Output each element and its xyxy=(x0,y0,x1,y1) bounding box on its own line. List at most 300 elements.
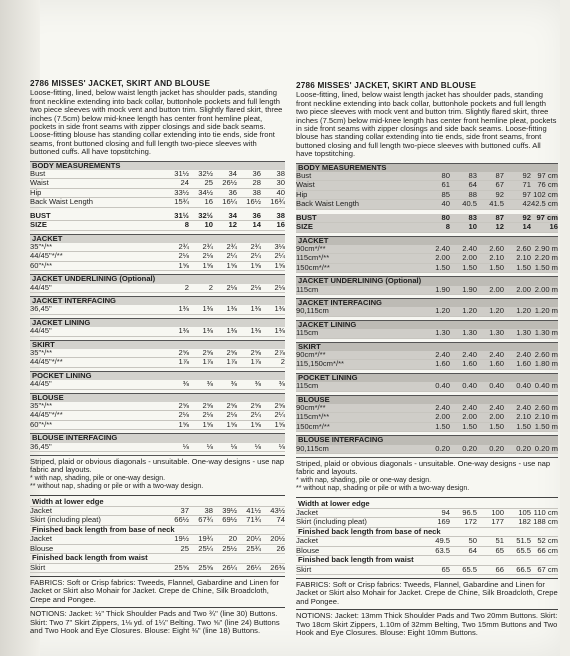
row-value: 85 xyxy=(441,189,450,199)
row-value: 51.5 xyxy=(516,536,531,546)
row-leader xyxy=(382,537,423,545)
row-value: 2 xyxy=(280,357,285,367)
table-row xyxy=(30,212,285,221)
table-row xyxy=(30,349,285,358)
yardage-section-header: JACKET LINING xyxy=(30,318,285,327)
row-value: 66.5 xyxy=(516,564,531,574)
row-value: 1⅝ xyxy=(250,419,261,429)
row-value: 25½ xyxy=(222,543,237,553)
row-value: 38 xyxy=(252,187,261,197)
row-label: Back Waist Length xyxy=(296,200,360,209)
row-value: 16¼ xyxy=(222,197,237,207)
row-label: 60"*/** xyxy=(30,420,53,429)
row-value: 2.40 xyxy=(435,349,450,359)
row-label: Jacket xyxy=(296,537,318,546)
row-value: 2⅝ xyxy=(226,347,237,357)
row-value: 92 xyxy=(495,189,504,199)
row-value: 2.10 xyxy=(516,253,531,263)
row-label: 44/45"*/** xyxy=(30,411,63,420)
row-value: 2¾ xyxy=(250,241,261,251)
row-value: 34 xyxy=(228,210,237,220)
pattern-title: 2786 MISSES' JACKET, SKIRT AND BLOUSE xyxy=(30,79,211,88)
row-value: 1.20 xyxy=(516,306,531,316)
row-leader xyxy=(382,547,423,555)
row-value: 16¾ xyxy=(270,197,285,207)
row-value: ⅜ xyxy=(278,379,285,389)
row-value: 1⅝ xyxy=(250,260,261,270)
row-value: 188 cm xyxy=(533,517,558,527)
row-label: Hip xyxy=(296,190,308,199)
row-leader xyxy=(382,351,423,359)
table-row xyxy=(30,380,285,389)
row-value: 1.60 xyxy=(435,359,450,369)
row-value: 2¼ xyxy=(250,410,261,420)
table-row xyxy=(296,382,558,391)
yardage-section xyxy=(30,234,285,272)
row-value: 92 xyxy=(522,171,531,181)
neck-length-header: Finished back length from base of neck xyxy=(296,528,558,537)
row-value: 1⅝ xyxy=(202,419,213,429)
row-value: 2.40 xyxy=(435,243,450,253)
row-value: 14 xyxy=(252,220,261,230)
row-value: 2⅛ xyxy=(226,282,237,292)
row-value: 2.40 xyxy=(516,403,531,412)
row-value: 15¾ xyxy=(174,197,189,207)
table-row xyxy=(30,179,285,188)
row-label: Skirt (including pleat) xyxy=(30,516,101,525)
row-value: 0.40 xyxy=(489,381,504,391)
row-value: 20½ xyxy=(270,534,285,544)
row-value: 1.50 xyxy=(462,262,477,272)
row-value: 2⅛ xyxy=(202,410,213,420)
row-value: 2.10 xyxy=(516,412,531,422)
row-value: 2⅝ xyxy=(202,401,213,410)
yardage-section xyxy=(296,320,558,339)
row-value: 26½ xyxy=(222,178,237,188)
table-row xyxy=(30,402,285,411)
pattern-title: 2786 MISSES' JACKET, SKIRT AND BLOUSE xyxy=(296,81,477,90)
row-value: 1⅜ xyxy=(178,304,189,314)
row-value: 1⅝ xyxy=(202,260,213,270)
row-value: 0.20 xyxy=(462,443,477,453)
table-row xyxy=(30,564,285,573)
row-value: 69½ xyxy=(222,515,237,525)
pattern-description: Loose-fitting, lined, below waist length jacket has shoulder pads, standing front neckline extending into back collar, buttonhole pockets and full length two piece sleeves with mock vent and button trim. Slightly flared skirt, three inches (7.5cm) below mid-knee length has center front hemline pleat, pockets in side front seams with zipper closings and side back seams. Loose-fitting blouse has standing collar extending into tie ends, side front seams, front buttoned closing and full length two-piece sleeves with buttoned cuffs. All have topstitching. xyxy=(30,88,283,157)
yardage-section xyxy=(296,435,558,454)
row-value: 25 xyxy=(180,543,189,553)
row-value: 37 xyxy=(180,506,189,516)
row-leader xyxy=(382,307,423,315)
row-value: 1.50 xyxy=(435,421,450,431)
row-value: 31½ xyxy=(174,210,189,220)
row-leader xyxy=(122,221,165,229)
row-value: 177 xyxy=(491,517,504,527)
row-value: 50 xyxy=(468,536,477,546)
row-value: 2⅛ xyxy=(250,282,261,292)
body-measurements-header: BODY MEASUREMENTS xyxy=(30,161,285,170)
yardage-section-header: JACKET xyxy=(30,234,285,243)
row-value: 1.20 m xyxy=(534,306,558,316)
fabrics-text: FABRICS: Soft or Crisp fabrics: Tweeds, Flannel, Gabardine and Linen for Jacket or Skirt also Mohair for Jacket. Crepe de Chine, Silk Broadcloth, Crepe and Pongee. xyxy=(296,579,558,606)
row-leader xyxy=(382,566,423,574)
yardage-section-header: JACKET INTERFACING xyxy=(30,296,285,305)
row-value: 2.00 xyxy=(489,412,504,422)
row-value: 2.60 m xyxy=(534,403,558,412)
row-leader xyxy=(382,245,423,253)
row-label: 90cm*/** xyxy=(296,350,326,359)
row-value: 0.20 xyxy=(489,443,504,453)
row-leader xyxy=(122,284,165,292)
row-value: 40.5 xyxy=(462,199,477,209)
row-label: Bust xyxy=(296,172,312,181)
row-value: 51 xyxy=(495,536,504,546)
yardage-section xyxy=(296,373,558,392)
yardage-section xyxy=(296,236,558,274)
yardage-section xyxy=(30,371,285,390)
row-leader xyxy=(382,518,423,526)
row-value: 2.00 xyxy=(462,412,477,422)
finished-measurements xyxy=(296,497,558,575)
row-label: 115cm xyxy=(296,382,319,391)
row-value: 2¼ xyxy=(226,251,237,261)
row-label: 36,45" xyxy=(30,442,52,451)
row-value: 16 xyxy=(204,197,213,207)
yardage-section-header: SKIRT xyxy=(30,340,285,349)
row-value: 2⅛ xyxy=(178,251,189,261)
row-value: 66½ xyxy=(174,515,189,525)
row-leader xyxy=(122,402,165,410)
row-value: 97 xyxy=(522,189,531,199)
row-value: ⅛ xyxy=(206,441,213,451)
row-leader xyxy=(122,305,165,313)
row-label: Back Waist Length xyxy=(30,198,94,207)
row-value: 42.5 cm xyxy=(531,199,559,209)
row-value: 1.50 xyxy=(435,262,450,272)
metric-column xyxy=(296,82,558,637)
row-label: 90cm*/** xyxy=(296,244,326,253)
row-value: 61 xyxy=(441,180,450,190)
row-label: 35"*/** xyxy=(30,348,53,357)
row-value: 1.50 xyxy=(516,421,531,431)
row-value: 1.50 xyxy=(489,262,504,272)
row-value: 1.50 xyxy=(462,421,477,431)
row-value: 97 cm xyxy=(537,171,558,181)
table-row xyxy=(296,329,558,338)
waist-length-header: Finished back length from waist xyxy=(30,554,285,563)
row-value: 20¼ xyxy=(246,534,261,544)
row-value: 2.60 xyxy=(489,243,504,253)
row-value: 25⅝ xyxy=(198,562,213,572)
row-label: Skirt xyxy=(30,563,46,572)
row-value: 1.90 xyxy=(462,284,477,294)
row-value: ⅜ xyxy=(230,379,237,389)
row-value: 38 xyxy=(276,210,285,220)
row-value: 2.00 xyxy=(462,253,477,263)
body-measurements-table xyxy=(30,170,285,208)
row-value: 66 cm xyxy=(537,545,558,555)
row-label: BUST xyxy=(30,211,51,220)
yardage-section-header: BLOUSE xyxy=(30,393,285,402)
row-value: 36 xyxy=(252,210,261,220)
row-label: 90cm*/** xyxy=(296,404,326,412)
row-value: 1⅜ xyxy=(202,326,213,336)
imperial-column xyxy=(30,80,285,635)
table-row xyxy=(296,566,558,575)
row-value: 2¼ xyxy=(274,410,285,420)
row-value: 42 xyxy=(522,199,531,209)
row-label: Skirt (including pleat) xyxy=(296,518,367,527)
row-value: 1⅝ xyxy=(178,419,189,429)
yardage-section-header: POCKET LINING xyxy=(296,373,558,382)
row-label: SIZE xyxy=(296,223,313,232)
row-value: 87 xyxy=(495,212,504,222)
row-leader xyxy=(382,286,423,294)
row-value: 38 xyxy=(204,506,213,516)
row-label: 44/45"*/** xyxy=(30,252,63,261)
table-row xyxy=(30,327,285,336)
row-leader xyxy=(122,564,165,572)
table-row xyxy=(30,243,285,252)
row-value: 24 xyxy=(180,178,189,188)
row-value: 12 xyxy=(495,222,504,232)
row-label: Skirt xyxy=(296,565,312,574)
row-value: 2.40 xyxy=(489,349,504,359)
body-measurements-table xyxy=(296,172,558,210)
row-value: 2.10 m xyxy=(534,412,558,422)
row-leader xyxy=(122,421,165,429)
row-value: 19½ xyxy=(174,534,189,544)
row-value: 100 xyxy=(491,508,504,518)
row-leader xyxy=(122,189,165,197)
row-value: 1⅜ xyxy=(274,304,285,314)
row-value: 31½ xyxy=(174,169,189,179)
row-leader xyxy=(382,200,423,208)
row-value: 2⅛ xyxy=(274,282,285,292)
row-leader xyxy=(382,445,423,453)
yardage-section xyxy=(296,342,558,370)
row-value: 1⅝ xyxy=(226,260,237,270)
row-value: 1⅞ xyxy=(250,357,261,367)
row-value: 1.80 m xyxy=(534,359,558,369)
row-value: 66 xyxy=(495,564,504,574)
row-value: 2¾ xyxy=(178,241,189,251)
row-leader xyxy=(382,223,423,231)
row-value: 40 xyxy=(441,199,450,209)
row-value: 1.50 m xyxy=(534,262,558,272)
row-value: 10 xyxy=(468,222,477,232)
row-value: 80 xyxy=(441,171,450,181)
table-row xyxy=(30,221,285,230)
yardage-section xyxy=(30,433,285,452)
row-value: 2.60 xyxy=(516,243,531,253)
notions-text: NOTIONS: Jacket: 13mm Thick Shoulder Pads and Two 20mm Buttons. Skirt: Two 18cm Skirt Zippers, 1.10m of 32mm Belting, Two 15mm Buttons and Two Hook and Eye Closures. Blouse: Eight 10mm Buttons. xyxy=(296,611,558,637)
row-value: 65.5 xyxy=(462,564,477,574)
row-label: 35"*/** xyxy=(30,402,53,410)
row-value: 2.10 xyxy=(489,253,504,263)
yardage-section xyxy=(30,318,285,337)
row-value: 2⅞ xyxy=(274,347,285,357)
row-value: 169 xyxy=(437,517,450,527)
table-row xyxy=(30,252,285,261)
table-row xyxy=(296,423,558,432)
row-value: 64 xyxy=(468,180,477,190)
yardage-section-header: JACKET LINING xyxy=(296,320,558,329)
row-value: 64 xyxy=(468,545,477,555)
table-row xyxy=(296,172,558,181)
row-value: 36 xyxy=(228,187,237,197)
row-leader xyxy=(122,443,165,451)
envelope-edge xyxy=(560,0,570,656)
yardage-section-header: BLOUSE INTERFACING xyxy=(296,435,558,444)
row-value: 34 xyxy=(228,169,237,179)
row-value: 2⅛ xyxy=(226,410,237,420)
row-value: 102 cm xyxy=(533,189,558,199)
table-row xyxy=(30,443,285,452)
row-value: 71 xyxy=(522,180,531,190)
row-value: ⅜ xyxy=(254,379,261,389)
row-label: 36,45" xyxy=(30,305,52,314)
row-value: 97 cm xyxy=(536,212,558,222)
row-label: Jacket xyxy=(30,507,52,516)
row-value: 2.00 xyxy=(435,253,450,263)
yardage-section xyxy=(30,296,285,315)
row-value: 2¾ xyxy=(226,241,237,251)
row-value: 2.40 xyxy=(462,403,477,412)
row-value: 2.00 xyxy=(516,284,531,294)
row-value: 94 xyxy=(441,508,450,518)
row-value: 8 xyxy=(184,220,189,230)
row-leader xyxy=(382,191,423,199)
row-value: 2⅛ xyxy=(178,410,189,420)
row-value: 2 xyxy=(208,282,213,292)
table-row xyxy=(296,214,558,223)
row-leader xyxy=(122,411,165,419)
row-value: 2.90 m xyxy=(534,243,558,253)
row-value: 16 xyxy=(276,220,285,230)
row-value: 1⅝ xyxy=(178,260,189,270)
row-value: 74 xyxy=(276,515,285,525)
row-value: ⅛ xyxy=(278,441,285,451)
table-row xyxy=(296,223,558,232)
row-value: 40 xyxy=(276,187,285,197)
row-leader xyxy=(122,252,165,260)
row-value: 41.5 xyxy=(489,199,504,209)
row-label: 90,115cm xyxy=(296,444,329,453)
row-value: 105 xyxy=(518,508,531,518)
row-label: 44/45" xyxy=(30,283,52,292)
row-label: 150cm*/** xyxy=(296,263,330,272)
row-label: Blouse xyxy=(30,544,54,553)
nap-note: * with nap, shading, pile or one-way design. xyxy=(30,474,166,482)
row-label: Jacket xyxy=(30,535,52,544)
row-value: 2.00 xyxy=(489,284,504,294)
row-leader xyxy=(122,535,165,543)
row-value: 25⅝ xyxy=(174,562,189,572)
row-value: 1.30 xyxy=(435,328,450,338)
row-value: ⅛ xyxy=(230,441,237,451)
nap-note: * with nap, shading, pile or one-way design. xyxy=(296,476,432,484)
row-value: 2.40 xyxy=(489,403,504,412)
yardage-section xyxy=(296,298,558,317)
row-value: 26¼ xyxy=(246,562,261,572)
row-value: 1.50 xyxy=(489,421,504,431)
row-value: 52 cm xyxy=(537,536,558,546)
row-value: 1.90 xyxy=(435,284,450,294)
row-value: 1.30 xyxy=(462,328,477,338)
yardage-section xyxy=(296,395,558,433)
row-value: 25 xyxy=(204,178,213,188)
row-value: 19¾ xyxy=(198,534,213,544)
table-row xyxy=(30,411,285,420)
yardage-section-header: SKIRT xyxy=(296,342,558,351)
row-value: 1⅝ xyxy=(274,260,285,270)
row-value: 2.20 m xyxy=(534,253,558,263)
row-value: 2⅝ xyxy=(274,401,285,410)
row-value: 2⅝ xyxy=(202,347,213,357)
row-label: Blouse xyxy=(296,546,320,555)
row-leader xyxy=(382,172,423,180)
row-value: 8 xyxy=(445,222,450,232)
table-row xyxy=(296,286,558,295)
row-label: Waist xyxy=(296,181,315,190)
row-value: 67 xyxy=(495,180,504,190)
row-leader xyxy=(122,179,165,187)
table-row xyxy=(296,445,558,454)
row-value: 2.40 xyxy=(462,243,477,253)
row-leader xyxy=(122,507,165,515)
row-leader xyxy=(122,349,165,357)
yardage-section-header: JACKET xyxy=(296,236,558,245)
yardage-section-header: JACKET INTERFACING xyxy=(296,298,558,307)
row-value: ⅛ xyxy=(182,441,189,451)
row-label: 44/45" xyxy=(30,380,52,389)
size-table xyxy=(30,212,285,231)
row-value: 83 xyxy=(468,212,477,222)
row-leader xyxy=(382,254,423,262)
row-label: 115cm xyxy=(296,329,319,338)
row-value: 30 xyxy=(276,178,285,188)
row-label: 44/45" xyxy=(30,327,52,336)
no-nap-note: ** without nap, shading or pile or with a two-way design. xyxy=(296,485,470,493)
notions-text: NOTIONS: Jacket: ½" Thick Shoulder Pads and Two ¾" (line 30) Buttons. Skirt: Two 7" Skirt Zippers, 1⅛ yd. of 1¼" Belting. Two ⅝" (line 24) Buttons and Two Hook and Eye Closures. Blouse: Eight ⅜" (line 18) Buttons. xyxy=(30,607,285,635)
row-value: 67 cm xyxy=(537,564,558,574)
yardage-section-header: POCKET LINING xyxy=(30,371,285,380)
row-leader xyxy=(382,404,423,412)
row-value: 1⅜ xyxy=(250,326,261,336)
row-value: 182 xyxy=(518,517,531,527)
row-label: 150cm*/** xyxy=(296,422,330,431)
row-value: 36 xyxy=(252,169,261,179)
row-label: Hip xyxy=(30,188,42,197)
row-value: 1⅞ xyxy=(202,357,213,367)
row-value: 2.60 m xyxy=(534,349,558,359)
row-label: 115cm*/** xyxy=(296,254,330,263)
yardage-section xyxy=(30,274,285,293)
row-leader xyxy=(122,516,165,524)
row-value: 1.60 xyxy=(489,359,504,369)
row-value: 0.20 xyxy=(516,443,531,453)
row-value: 1.20 xyxy=(462,306,477,316)
row-label: 35"*/** xyxy=(30,242,53,251)
row-value: 1⅞ xyxy=(178,357,189,367)
row-leader xyxy=(382,360,423,368)
table-row xyxy=(30,284,285,293)
row-value: ⅜ xyxy=(182,379,189,389)
row-leader xyxy=(122,358,165,366)
row-value: 1⅜ xyxy=(226,326,237,336)
row-leader xyxy=(382,181,423,189)
row-leader xyxy=(382,329,423,337)
